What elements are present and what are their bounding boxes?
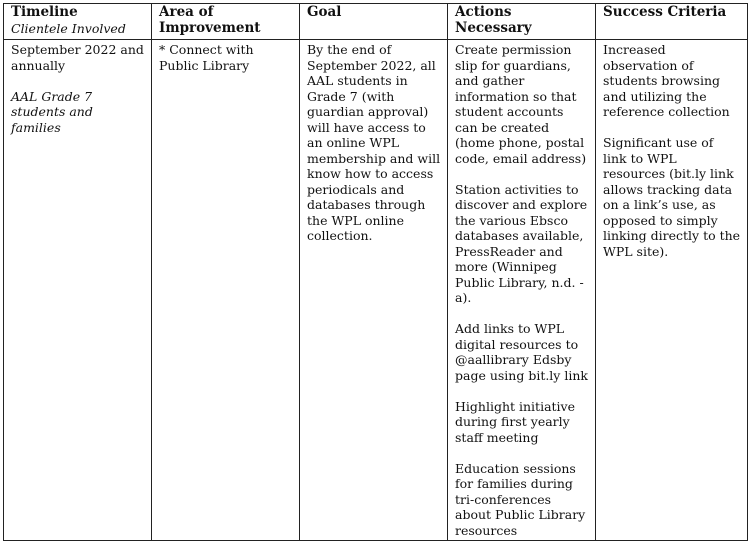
header-clientele-label: Clientele Involved: [11, 20, 126, 36]
header-goal-label: Goal: [307, 4, 342, 20]
cell-success: [596, 40, 748, 541]
header-actions-label: Actions Necessary: [455, 4, 532, 36]
action-item: Education sessions for families during tri-conferences about Public Library resources: [455, 460, 586, 538]
timeline-text: September 2022 and annually: [11, 42, 144, 73]
goal-text: By the end of September 2022, all AAL students in Grade 7 (with guardian approval) will have access to an online WPL membership and will know how to access periodicals and databases through the WPL online collection.: [307, 42, 441, 243]
header-success: [596, 4, 748, 40]
action-item: Add links to WPL digital resources to @aallibrary Edsby page using bit.ly link: [455, 321, 588, 383]
clientele-text: AAL Grade 7 students and families: [11, 88, 93, 135]
action-item: Create permission slip for guardians, and gather information so that student accounts can be created (home phone, postal code, email address): [455, 42, 587, 166]
cell-timeline: [4, 40, 152, 541]
success-item: Increased observation of students browsing and utilizing the reference collection: [603, 42, 730, 119]
area-text: * Connect with Public Library: [159, 42, 254, 73]
header-area-label: Area of Improvement: [159, 4, 261, 36]
action-item: Highlight initiative during first yearly staff meeting: [455, 398, 575, 445]
header-row: [4, 4, 748, 40]
success-item: Significant use of link to WPL resources (bit.ly link allows tracking data on a link’s use, as opposed to simply linking directly to the WPL site).: [603, 135, 741, 259]
header-success-label: Success Criteria: [603, 4, 727, 20]
cell-area: [152, 40, 300, 541]
header-area: [152, 4, 300, 40]
header-actions: [448, 4, 596, 40]
header-timeline: [4, 4, 152, 40]
header-timeline-label: Timeline: [11, 4, 78, 20]
cell-goal: [300, 40, 448, 541]
action-item: Station activities to discover and explore the various Ebsco databases available, PressReader and more (Winnipeg Public Library, n.d. - a).: [455, 181, 588, 305]
header-goal: [300, 4, 448, 40]
action-plan-table: [3, 3, 748, 541]
table-row: [4, 40, 748, 541]
cell-actions: [448, 40, 596, 541]
